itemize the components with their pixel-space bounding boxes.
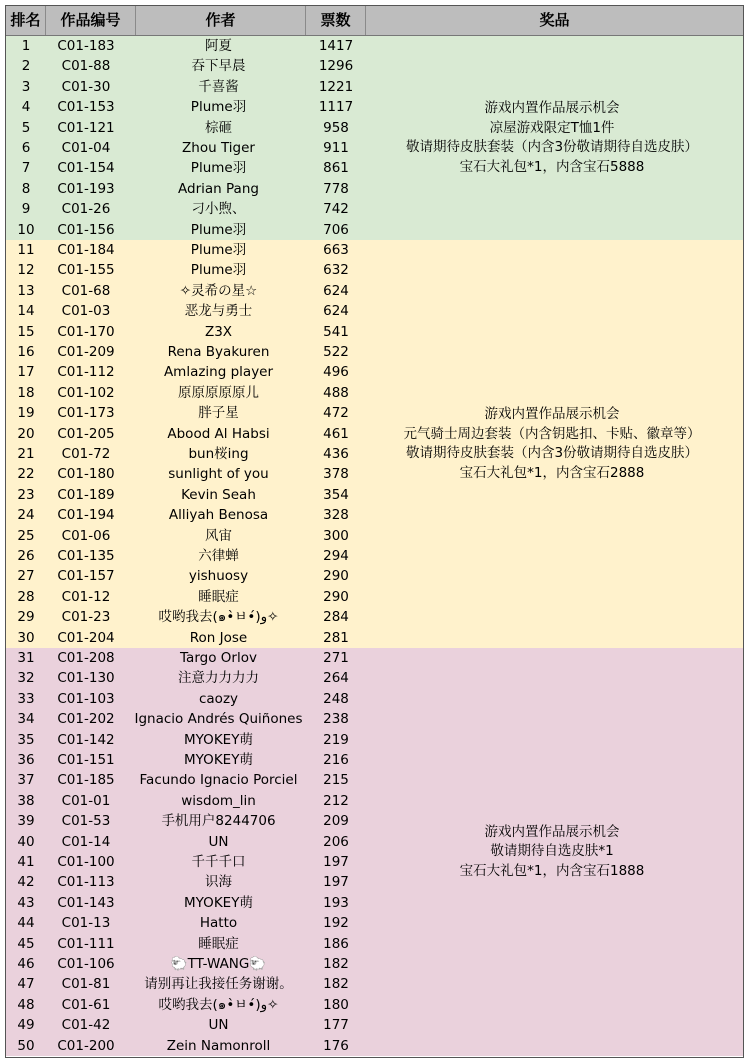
- table-row: [6, 444, 366, 464]
- author-cell: 哎哟我去(๑•̀ㅂ•́)و✧: [158, 609, 279, 626]
- rank-cell: 8: [21, 180, 31, 197]
- votes-cell: 624: [323, 303, 349, 320]
- work-id-cell: C01-106: [57, 956, 115, 972]
- votes-cell: 197: [323, 874, 349, 891]
- author-cell: 哎哟我去(๑•̀ㅂ•́)و✧: [158, 996, 279, 1013]
- table-row: [6, 77, 366, 97]
- votes-cell: 271: [323, 650, 349, 666]
- author-cell: 千千千口: [191, 854, 246, 870]
- prize-description: [361, 823, 743, 882]
- rank-cell: 45: [17, 935, 35, 952]
- table-row: [6, 485, 366, 505]
- rank-cell: 18: [17, 384, 35, 401]
- table-header: [6, 6, 743, 36]
- votes-cell: 238: [323, 711, 349, 728]
- rank-cell: 40: [17, 833, 35, 850]
- rank-cell: 5: [21, 119, 31, 136]
- author-cell: 棕砸: [205, 119, 232, 136]
- header-prize: 奖品: [539, 11, 570, 29]
- table-row: [6, 893, 366, 913]
- votes-cell: 1221: [318, 78, 354, 95]
- author-cell: MYOKEY萌: [184, 731, 253, 748]
- work-id-cell: C01-204: [57, 629, 115, 646]
- rank-cell: 38: [17, 792, 35, 809]
- table-row: [6, 240, 366, 260]
- author-cell: 手机用户8244706: [161, 813, 276, 830]
- work-id-cell: C01-61: [61, 996, 111, 1013]
- work-id-cell: C01-183: [57, 38, 115, 54]
- work-id-cell: C01-26: [61, 201, 111, 218]
- votes-cell: 290: [323, 588, 349, 605]
- votes-cell: 663: [323, 242, 349, 258]
- author-cell: Z3X: [204, 323, 233, 340]
- votes-cell: 378: [323, 466, 349, 483]
- votes-cell: 522: [323, 344, 349, 360]
- author-cell: Ignacio Andrés Quiñones: [134, 711, 303, 728]
- rank-cell: 9: [21, 201, 31, 218]
- ranking-table: [5, 5, 744, 1058]
- rank-cell: 35: [17, 731, 35, 748]
- rank-cell: 29: [17, 609, 35, 626]
- author-cell: Abood Al Habsi: [167, 425, 270, 442]
- prize-line: 敬请期待皮肤套装（内含3份敬请期待自选皮肤）: [405, 139, 699, 155]
- work-id-cell: C01-151: [57, 752, 115, 768]
- table-row: [6, 362, 366, 382]
- table-row: [6, 709, 366, 729]
- work-id-cell: C01-194: [57, 507, 115, 524]
- work-id-cell: C01-154: [57, 160, 115, 177]
- prize-line: 元气骑士周边套装（内含钥匙扣、卡贴、徽章等）: [403, 425, 701, 442]
- table-row: [6, 505, 366, 525]
- author-cell: Zein Namonroll: [166, 1037, 271, 1054]
- rank-cell: 11: [17, 242, 35, 258]
- rank-cell: 32: [17, 670, 35, 687]
- votes-cell: 192: [323, 915, 349, 932]
- work-id-cell: C01-184: [57, 242, 115, 258]
- votes-cell: 264: [323, 670, 349, 687]
- rank-cell: 50: [17, 1037, 35, 1054]
- table-row: [6, 872, 366, 892]
- rank-cell: 3: [21, 78, 31, 95]
- header-work-id: 作品编号: [46, 6, 136, 35]
- author-cell: 识海: [205, 874, 232, 891]
- work-id-cell: C01-06: [61, 527, 111, 544]
- work-id-cell: C01-170: [57, 323, 115, 340]
- work-id-cell: C01-193: [57, 180, 115, 197]
- work-id-cell: C01-72: [61, 446, 111, 462]
- rank-cell: 21: [17, 446, 35, 462]
- table-row: [6, 301, 366, 321]
- work-id-cell: C01-68: [61, 282, 111, 299]
- rank-cell: 10: [17, 221, 35, 238]
- prize-description: [361, 405, 743, 483]
- rank-cell: 48: [17, 996, 35, 1013]
- votes-cell: 193: [323, 894, 349, 911]
- author-cell: Ron Jose: [189, 629, 248, 646]
- author-cell: Facundo Ignacio Porciel: [139, 772, 298, 789]
- header-votes: 票数: [306, 6, 366, 35]
- work-id-cell: C01-102: [57, 384, 115, 401]
- author-cell: 睡眠症: [198, 588, 239, 605]
- table-row: [6, 811, 366, 831]
- table-row: [6, 281, 366, 301]
- table-row: [6, 995, 366, 1015]
- author-cell: 恶龙与勇士: [184, 303, 253, 320]
- work-id-cell: C01-157: [57, 568, 115, 585]
- votes-cell: 219: [323, 731, 349, 748]
- votes-cell: 778: [323, 180, 349, 197]
- author-cell: ✧灵希の星☆: [179, 282, 258, 299]
- work-id-cell: C01-153: [57, 99, 115, 116]
- rank-cell: 7: [21, 160, 31, 177]
- rank-cell: 13: [17, 282, 35, 299]
- prize-line: 敬请期待皮肤套装（内含3份敬请期待自选皮肤）: [405, 445, 699, 461]
- author-cell: 原原原原原儿: [178, 384, 259, 401]
- rank-cell: 25: [17, 527, 35, 544]
- rank-cell: 14: [17, 303, 35, 320]
- rank-cell: 19: [17, 405, 35, 422]
- votes-cell: 206: [323, 833, 349, 850]
- table-row: [6, 791, 366, 811]
- work-id-cell: C01-30: [61, 78, 111, 95]
- work-id-cell: C01-12: [61, 588, 111, 605]
- rank-cell: 15: [17, 323, 35, 340]
- rank-cell: 26: [17, 548, 35, 564]
- prize-tier-2: [6, 240, 743, 648]
- votes-cell: 1296: [318, 58, 354, 75]
- rank-cell: 31: [17, 650, 35, 666]
- votes-cell: 461: [323, 425, 349, 442]
- votes-cell: 958: [323, 119, 349, 136]
- table-row: [6, 158, 366, 178]
- votes-cell: 496: [323, 364, 349, 381]
- rank-cell: 39: [17, 813, 35, 830]
- header-author: 作者: [136, 6, 306, 35]
- votes-cell: 1417: [318, 38, 354, 54]
- votes-cell: 281: [323, 629, 349, 646]
- table-row: [6, 832, 366, 852]
- table-row: [6, 934, 366, 954]
- author-cell: Rena Byakuren: [167, 344, 270, 360]
- work-id-cell: C01-155: [57, 262, 115, 279]
- author-cell: Plume羽: [190, 99, 247, 116]
- rank-cell: 46: [17, 956, 35, 972]
- work-id-cell: C01-135: [57, 548, 115, 564]
- prize-line: 宝石大礼包*1，内含宝石5888: [459, 158, 645, 175]
- work-id-cell: C01-113: [57, 874, 115, 891]
- votes-cell: 197: [323, 854, 349, 870]
- author-cell: Zhou Tiger: [182, 140, 255, 156]
- work-id-cell: C01-130: [57, 670, 115, 687]
- author-cell: Plume羽: [190, 262, 247, 279]
- work-id-cell: C01-23: [61, 609, 111, 626]
- prize-description: [361, 99, 743, 177]
- work-id-cell: C01-81: [61, 976, 111, 993]
- author-cell: Amlazing player: [163, 364, 274, 381]
- rank-cell: 4: [21, 99, 31, 116]
- author-cell: 睡眠症: [198, 935, 239, 952]
- work-id-cell: C01-88: [61, 58, 111, 75]
- work-id-cell: C01-111: [57, 935, 115, 952]
- votes-cell: 300: [323, 527, 349, 544]
- author-cell: UN: [208, 1017, 229, 1034]
- author-cell: Plume羽: [190, 221, 247, 238]
- author-cell: 千喜酱: [198, 78, 239, 95]
- work-id-cell: C01-142: [57, 731, 115, 748]
- votes-cell: 209: [323, 813, 349, 830]
- work-id-cell: C01-189: [57, 486, 115, 503]
- votes-cell: 284: [323, 609, 349, 626]
- votes-cell: 911: [323, 140, 349, 156]
- table-row: [6, 974, 366, 994]
- work-id-cell: C01-14: [61, 833, 111, 850]
- votes-cell: 706: [323, 221, 349, 238]
- work-id-cell: C01-01: [61, 792, 111, 809]
- rank-cell: 34: [17, 711, 35, 728]
- rank-cell: 17: [17, 364, 35, 381]
- table-row: [6, 220, 366, 240]
- votes-cell: 488: [323, 384, 349, 401]
- votes-cell: 354: [323, 486, 349, 503]
- table-row: [6, 648, 366, 668]
- rank-cell: 43: [17, 894, 35, 911]
- table-row: [6, 199, 366, 219]
- work-id-cell: C01-04: [61, 140, 111, 156]
- author-cell: wisdom_lin: [181, 792, 256, 809]
- votes-cell: 294: [323, 548, 349, 564]
- votes-cell: 182: [323, 956, 349, 972]
- work-id-cell: C01-42: [61, 1017, 111, 1034]
- votes-cell: 186: [323, 935, 349, 952]
- votes-cell: 176: [323, 1037, 349, 1054]
- work-id-cell: C01-209: [57, 344, 115, 360]
- table-row: [6, 424, 366, 444]
- table-row: [6, 118, 366, 138]
- table-row: [6, 383, 366, 403]
- work-id-cell: C01-205: [57, 425, 115, 442]
- table-row: [6, 138, 366, 158]
- table-row: [6, 56, 366, 76]
- votes-cell: 1117: [318, 99, 354, 116]
- votes-cell: 632: [323, 262, 349, 279]
- work-id-cell: C01-173: [57, 405, 115, 422]
- author-cell: bun桜ing: [188, 446, 249, 462]
- prize-line: 宝石大礼包*1，内含宝石2888: [459, 464, 645, 481]
- rank-cell: 49: [17, 1017, 35, 1034]
- work-id-cell: C01-185: [57, 772, 115, 789]
- work-id-cell: C01-200: [57, 1037, 115, 1054]
- rank-cell: 16: [17, 344, 35, 360]
- votes-cell: 180: [323, 996, 349, 1013]
- author-cell: UN: [208, 833, 229, 850]
- author-cell: Alliyah Benosa: [168, 507, 269, 524]
- votes-cell: 742: [323, 201, 349, 218]
- author-cell: 风宙: [205, 527, 232, 544]
- rank-cell: 36: [17, 752, 35, 768]
- rank-cell: 37: [17, 772, 35, 789]
- table-row: [6, 852, 366, 872]
- author-cell: Adrian Pang: [178, 180, 259, 197]
- author-cell: Plume羽: [190, 160, 247, 177]
- table-row: [6, 913, 366, 933]
- table-row: [6, 36, 366, 56]
- author-cell: 请别再让我接任务谢谢。: [144, 976, 293, 993]
- prize-line: 游戏内置作品展示机会: [484, 100, 620, 116]
- votes-cell: 248: [323, 690, 349, 707]
- author-cell: Plume羽: [190, 242, 247, 258]
- work-id-cell: C01-202: [57, 711, 115, 728]
- table-row: [6, 628, 366, 648]
- table-row: [6, 770, 366, 790]
- table-row: [6, 403, 366, 423]
- rank-cell: 42: [17, 874, 35, 891]
- votes-cell: 328: [323, 507, 349, 524]
- prize-line: 凉屋游戏限定T恤1件: [489, 119, 615, 136]
- author-cell: 阿夏: [205, 38, 232, 54]
- author-cell: 胖子星: [198, 405, 239, 422]
- table-row: [6, 322, 366, 342]
- work-id-cell: C01-156: [57, 221, 115, 238]
- votes-cell: 290: [323, 568, 349, 585]
- table-row: [6, 1036, 366, 1056]
- rank-cell: 27: [17, 568, 35, 585]
- table-row: [6, 1015, 366, 1035]
- prize-line: 敬请期待自选皮肤*1: [490, 843, 614, 860]
- header-rank: 排名: [6, 6, 46, 35]
- rank-cell: 2: [21, 58, 31, 75]
- author-cell: caozy: [198, 690, 239, 707]
- votes-cell: 216: [323, 752, 349, 768]
- author-cell: Hatto: [199, 915, 238, 932]
- rank-cell: 33: [17, 690, 35, 707]
- table-row: [6, 750, 366, 770]
- work-id-cell: C01-03: [61, 303, 111, 320]
- votes-cell: 861: [323, 160, 349, 177]
- votes-cell: 177: [323, 1017, 349, 1034]
- table-row: [6, 566, 366, 586]
- votes-cell: 212: [323, 792, 349, 809]
- author-cell: MYOKEY萌: [184, 894, 253, 911]
- rank-cell: 1: [21, 38, 31, 54]
- work-id-cell: C01-13: [61, 915, 111, 932]
- work-id-cell: C01-143: [57, 894, 115, 911]
- table-row: [6, 526, 366, 546]
- rank-cell: 22: [17, 466, 35, 483]
- table-row: [6, 689, 366, 709]
- rank-cell: 28: [17, 588, 35, 605]
- rank-cell: 6: [21, 140, 31, 156]
- prize-line: 游戏内置作品展示机会: [484, 406, 620, 422]
- author-cell: MYOKEY萌: [184, 752, 253, 768]
- author-cell: Kevin Seah: [181, 486, 256, 503]
- author-cell: 刁小煦、: [191, 201, 246, 218]
- prize-tier-1: [6, 36, 743, 240]
- author-cell: 注意力力力力: [178, 670, 259, 687]
- table-row: [6, 260, 366, 280]
- rank-cell: 41: [17, 854, 35, 870]
- table-row: [6, 587, 366, 607]
- author-cell: 吞下早晨: [191, 58, 246, 75]
- work-id-cell: C01-121: [57, 119, 115, 136]
- work-id-cell: C01-100: [57, 854, 115, 870]
- table-row: [6, 730, 366, 750]
- work-id-cell: C01-112: [57, 364, 115, 381]
- rank-cell: 20: [17, 425, 35, 442]
- work-id-cell: C01-208: [57, 650, 115, 666]
- rank-cell: 23: [17, 486, 35, 503]
- table-row: [6, 607, 366, 627]
- prize-line: 宝石大礼包*1，内含宝石1888: [459, 862, 645, 879]
- table-row: [6, 668, 366, 688]
- table-row: [6, 342, 366, 362]
- votes-cell: 541: [323, 323, 349, 340]
- work-id-cell: C01-180: [57, 466, 115, 483]
- table-row: [6, 546, 366, 566]
- votes-cell: 472: [323, 405, 349, 422]
- rank-cell: 30: [17, 629, 35, 646]
- table-row: [6, 97, 366, 117]
- votes-cell: 624: [323, 282, 349, 299]
- rank-cell: 47: [17, 976, 35, 993]
- author-cell: sunlight of you: [168, 466, 269, 483]
- table-row: [6, 464, 366, 484]
- author-cell: yishuosy: [188, 568, 249, 585]
- work-id-cell: C01-103: [57, 690, 115, 707]
- table-row: [6, 179, 366, 199]
- rank-cell: 44: [17, 915, 35, 932]
- prize-tier-3: [6, 648, 743, 1056]
- author-cell: 🐑TT-WANG🐑: [170, 956, 267, 972]
- author-cell: Targo Orlov: [180, 650, 257, 666]
- votes-cell: 215: [323, 772, 349, 789]
- votes-cell: 436: [323, 446, 349, 462]
- work-id-cell: C01-53: [61, 813, 111, 830]
- table-row: [6, 954, 366, 974]
- prize-line: 游戏内置作品展示机会: [484, 823, 620, 840]
- author-cell: 六律蝉: [198, 548, 239, 564]
- rank-cell: 12: [17, 262, 35, 279]
- rank-cell: 24: [17, 507, 35, 524]
- votes-cell: 182: [323, 976, 349, 993]
